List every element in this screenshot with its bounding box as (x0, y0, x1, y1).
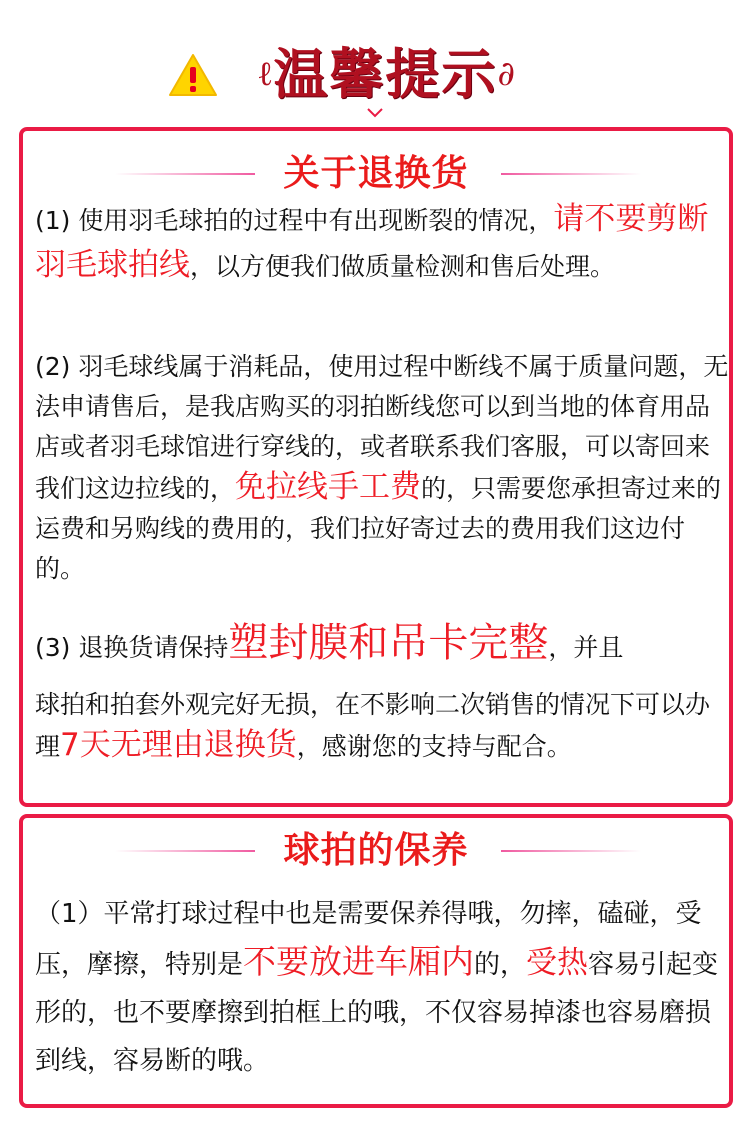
text-run: ，以方便我们做质量检测和售后处理。 (190, 252, 616, 281)
care-heading-text: 球拍的保养 (283, 830, 469, 871)
text-run: (1) 使用羽毛球拍的过程中有出现断裂的情况， (35, 206, 554, 235)
text-run: 的， (474, 950, 527, 980)
care-panel (19, 814, 733, 1108)
returns-paragraph-1 (35, 197, 731, 289)
returns-panel (19, 127, 733, 807)
returns-paragraph-4 (35, 685, 731, 767)
text-run: 的，只需要您承担寄过来的运费和另购线的费用的，我们拉好寄过去的费用我们这边付的。 (35, 474, 722, 583)
banner-title (236, 34, 536, 114)
text-run: 球拍和拍套外观完好无损，在不影响二次销售的情况下可以办理 (35, 690, 711, 761)
returns-paragraph-3 (35, 615, 731, 676)
care-heading (23, 828, 729, 878)
text-run: (3) 退换货请保持 (35, 633, 229, 662)
highlight-text: 免拉线手工费 (235, 469, 422, 505)
returns-heading (23, 151, 729, 201)
care-paragraph-1 (35, 890, 731, 1085)
text-run: ，感谢您的支持与配合。 (296, 732, 572, 761)
heading-divider-right (501, 173, 641, 175)
returns-paragraph-2 (35, 347, 731, 589)
highlight-text: 请不要剪断羽毛球拍线 (35, 201, 709, 283)
left-swirl-ornament: ℓ (257, 54, 274, 94)
banner (0, 0, 750, 125)
returns-heading-text: 关于退换货 (283, 153, 469, 194)
highlight-text: 受热 (526, 945, 589, 981)
right-swirl-ornament: ∂ (497, 54, 515, 94)
text-run: （1）平常打球过程中也是需要保养得哦，勿摔，磕碰，受压，摩擦，特别是 (35, 899, 702, 980)
banner-title-text: 温馨提示 (273, 42, 498, 106)
heading-divider-right (501, 850, 641, 852)
highlight-text: 塑封膜和吊卡完整 (228, 620, 549, 666)
highlight-text: 7天无理由退换货 (60, 727, 297, 763)
text-run: 容易引起变形的，也不要摩擦到拍框上的哦，不仅容易掉漆也容易磨损到线，容易断的哦。 (35, 950, 719, 1076)
warning-triangle-icon (168, 52, 218, 98)
text-run: ，并且 (548, 633, 624, 662)
chevron-down-icon (366, 108, 384, 118)
highlight-text: 不要放进车厢内 (243, 942, 475, 981)
text-run: (2) 羽毛球线属于消耗品，使用过程中断线不属于质量问题，无法申请售后，是我店购买的羽拍断线您可以到当地的体育用品店或者羽毛球馆进行穿线的，或者联系我们客服，可以寄回来我们这边拉线的， (35, 352, 729, 503)
